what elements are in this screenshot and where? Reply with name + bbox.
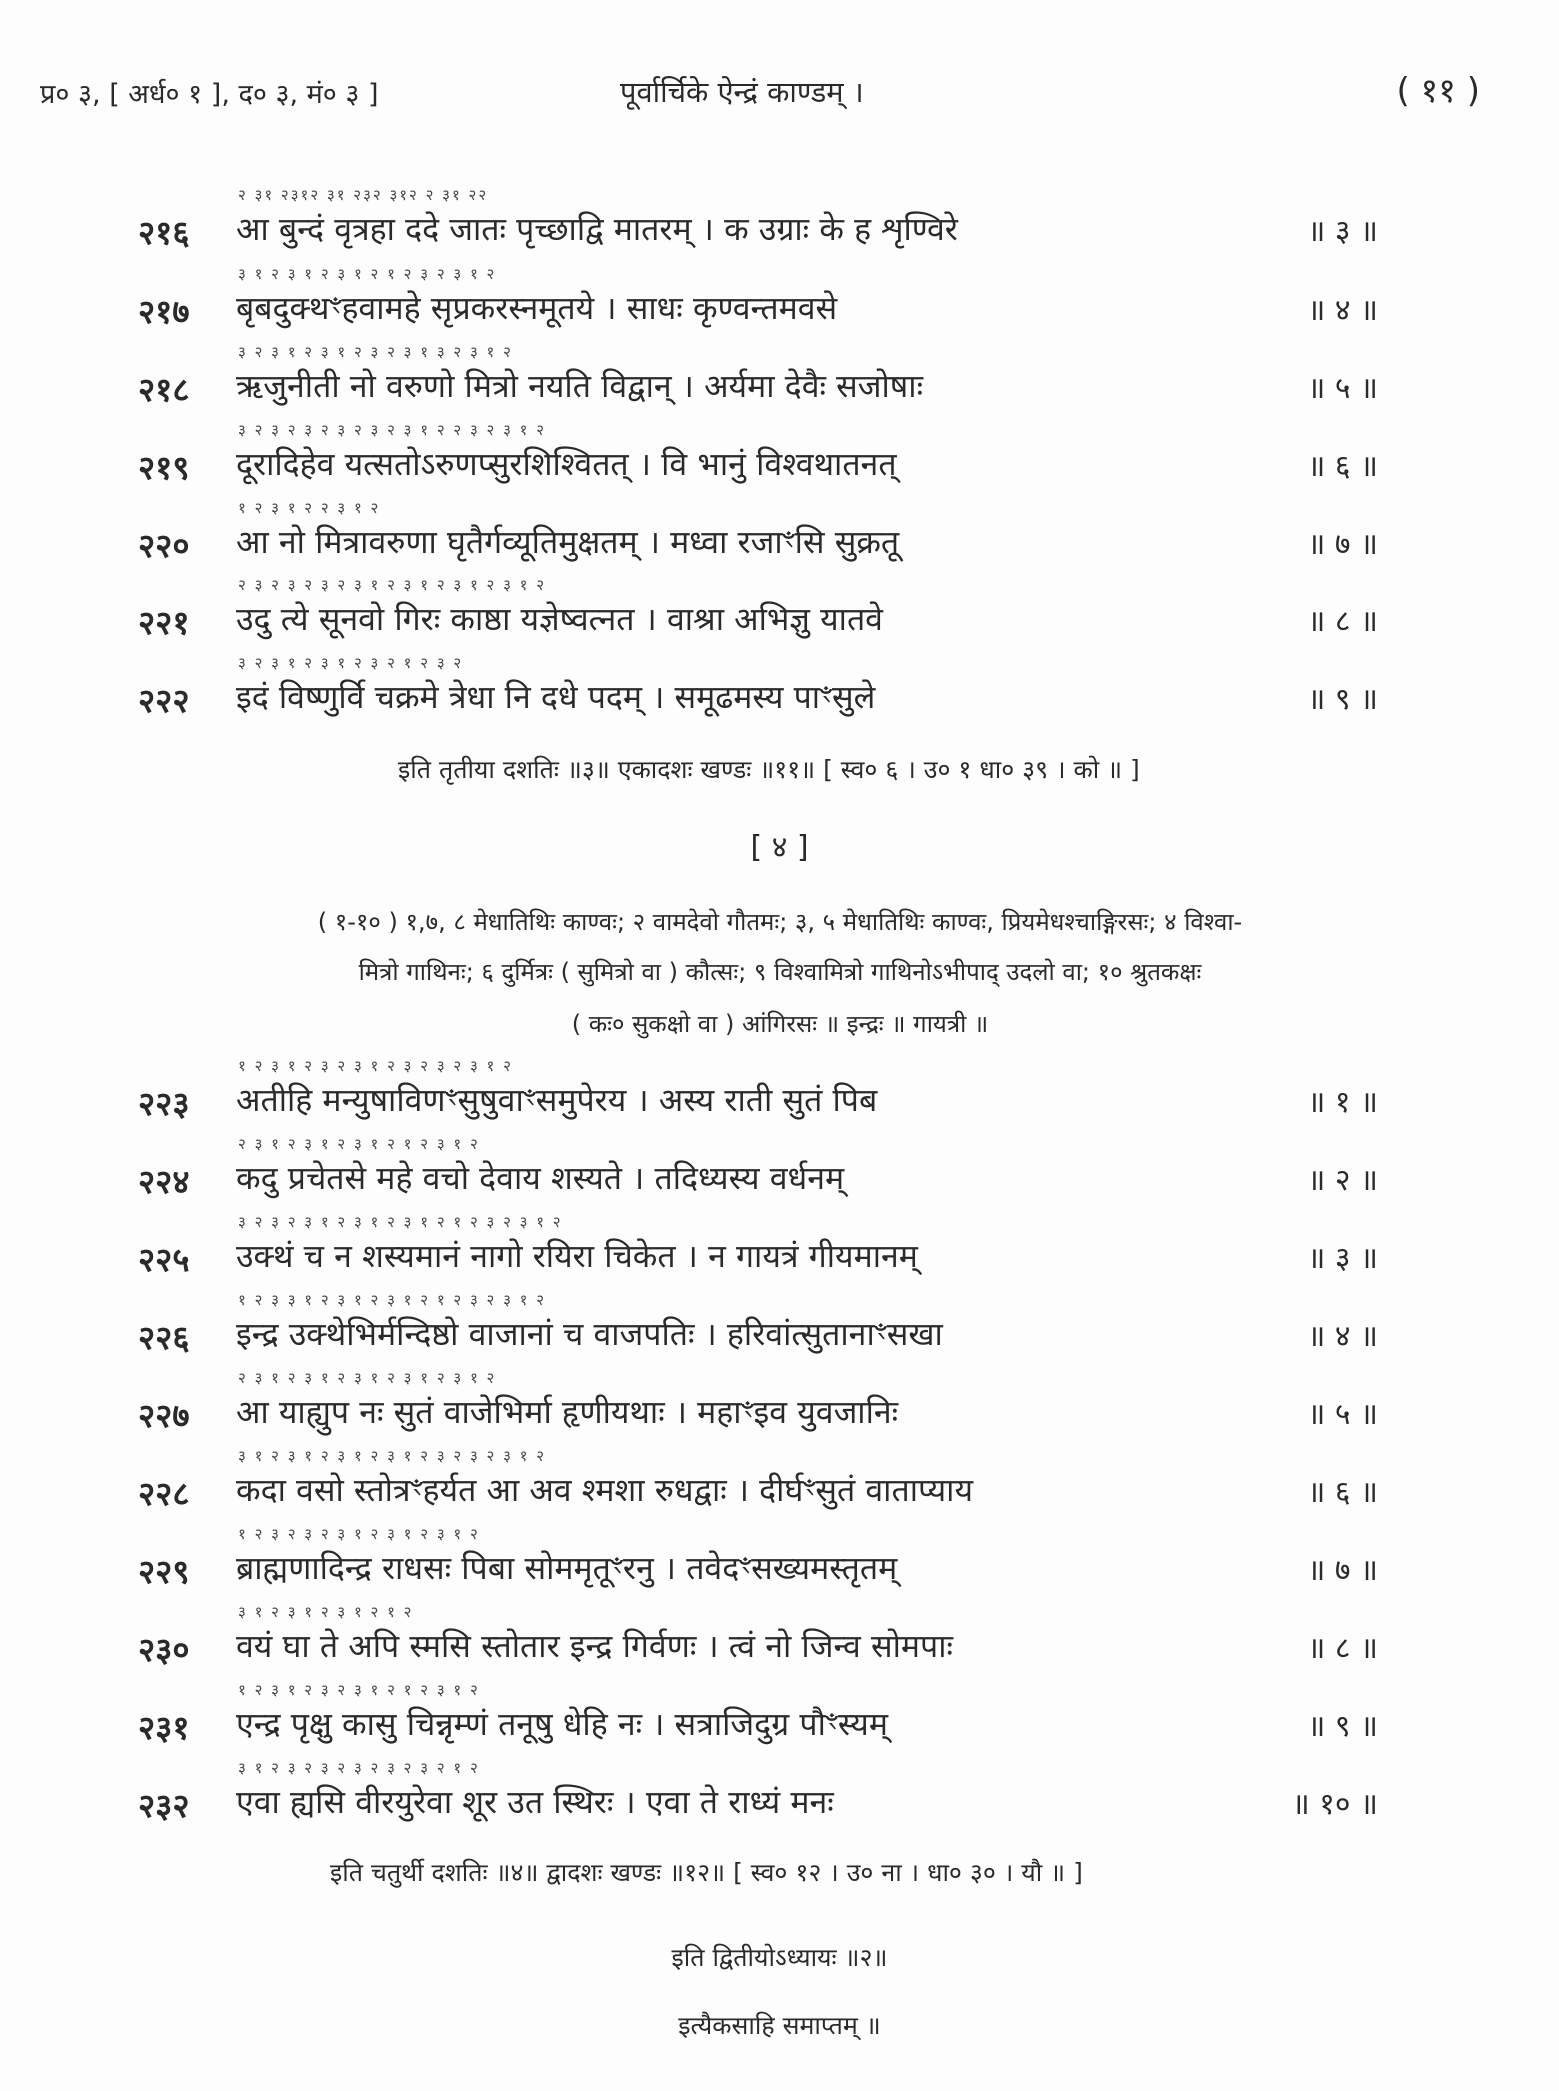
accent-marks: १ २ ३ १ २ ३ २ ३ १ २ ३ २ ३ २ ३ १ २ xyxy=(238,1057,513,1075)
page-number: ( ११ ) xyxy=(1396,71,1480,111)
verse-end-marker: ॥ ५ ॥ xyxy=(1307,1397,1378,1432)
ekasahi-end: इत्यैकसाहि समाप्तम् ॥ xyxy=(678,2011,881,2040)
verse-text: आ बुन्दं वृत्रहा ददे जातः पृच्छाद्वि मातरम् । क उग्राः के ह शृण्विरे xyxy=(236,210,958,248)
verse-number: २२० xyxy=(138,526,190,565)
verse-end-marker: ॥ १० ॥ xyxy=(1291,1787,1378,1822)
verse-end-marker: ॥ ९ ॥ xyxy=(1307,1709,1378,1744)
verse-text: ब्राह्मणादिन्द्र राधसः पिबा सोममृतूꣳरनु । तवेदꣳसख्यमस्तृतम् xyxy=(236,1549,898,1587)
verse-224 xyxy=(138,1134,1378,1208)
verse-end-marker: ॥ ५ ॥ xyxy=(1307,371,1378,406)
accent-marks: १ २ ३ ३ १ २ ३ १ २ ३ १ २ १ २ ३ २ ३ १ २ xyxy=(238,1291,547,1309)
section-marker: [ ४ ] xyxy=(750,830,809,865)
verse-text: अतीहि मन्युषाविणꣳसुषुवाꣳसमुपेरय । अस्य राती सुतं पिब xyxy=(236,1081,878,1119)
verse-225 xyxy=(138,1212,1378,1286)
verse-220 xyxy=(138,498,1378,572)
verse-number: २२५ xyxy=(138,1240,190,1279)
verse-end-marker: ॥ ६ ॥ xyxy=(1307,1475,1378,1510)
verse-number: २२८ xyxy=(138,1474,190,1513)
accent-marks: २ ३ १ २ ३ १ २ ३ १ २ १ २ ३ १ २ xyxy=(238,1135,480,1153)
verse-231 xyxy=(138,1680,1378,1754)
verse-text: दूरादिहेव यत्सतोऽरुणप्सुरशिश्वितत् । वि भानुं विश्वथातनत् xyxy=(236,445,897,483)
page-header xyxy=(40,66,1480,116)
verse-number: २२२ xyxy=(138,681,190,720)
accent-marks: ३ २ ३ १ २ ३ १ २ ३ २ ३ १ ३ २ ३ १ २ xyxy=(238,343,513,361)
verse-number: २२३ xyxy=(138,1084,190,1123)
verse-216 xyxy=(138,185,1378,259)
verse-end-marker: ॥ ९ ॥ xyxy=(1307,682,1378,717)
verse-number: २१६ xyxy=(138,213,190,252)
verse-230 xyxy=(138,1602,1378,1676)
verse-text: आ याह्युप नः सुतं वाजेभिर्मा हृणीयथाः । महाꣳइव युवजानिः xyxy=(236,1393,899,1431)
accent-marks: १ २ ३ १ २ ३ २ ३ १ २ १ २ ३ १ २ xyxy=(238,1681,480,1699)
verse-text: एवा ह्यसि वीरयुरेवा शूर उत स्थिरः । एवा ते राध्यं मनः xyxy=(236,1783,834,1821)
accent-marks: १ २ ३ २ ३ २ ३ १ २ ३ १ २ ३ १ २ xyxy=(238,1525,480,1543)
verse-number: २२१ xyxy=(138,603,190,642)
verse-end-marker: ॥ ३ ॥ xyxy=(1307,1241,1378,1276)
verse-end-marker: ॥ १ ॥ xyxy=(1307,1085,1378,1120)
verse-end-marker: ॥ ७ ॥ xyxy=(1307,527,1378,562)
verse-226 xyxy=(138,1290,1378,1364)
verse-227 xyxy=(138,1368,1378,1442)
accent-marks: २ ३१ २३१२ ३१ २३२ ३१२ २ ३१ २२ xyxy=(238,186,489,204)
verse-228 xyxy=(138,1446,1378,1520)
verse-end-marker: ॥ ४ ॥ xyxy=(1307,293,1378,328)
verse-end-marker: ॥ २ ॥ xyxy=(1307,1163,1378,1198)
verse-number: २१८ xyxy=(138,370,190,409)
verse-222 xyxy=(138,653,1378,727)
verse-219 xyxy=(138,420,1378,494)
verse-end-marker: ॥ ७ ॥ xyxy=(1307,1553,1378,1588)
verse-end-marker: ॥ ६ ॥ xyxy=(1307,449,1378,484)
verse-number: २२४ xyxy=(138,1162,190,1201)
verse-text: उदु त्ये सूनवो गिरः काष्ठा यज्ञेष्वत्नत । वाश्रा अभिज्ञु यातवे xyxy=(236,600,883,638)
verse-text: इन्द्र उक्थेभिर्मन्दिष्ठो वाजानां च वाजपतिः । हरिवांत्सुतानाꣳसखा xyxy=(236,1315,943,1353)
verse-text: इदं विष्णुर्वि चक्रमे त्रेधा नि दधे पदम् । समूढमस्य पाꣳसुले xyxy=(236,678,876,716)
verse-end-marker: ॥ ८ ॥ xyxy=(1307,604,1378,639)
verse-end-marker: ॥ ८ ॥ xyxy=(1307,1631,1378,1666)
rishi-list-line-1: ( १-१० ) १,७, ८ मेधातिथिः काण्वः; २ वामदेवो गौतमः; ३, ५ मेधातिथिः काण्वः, प्रियमेधश्चाङ्गिरसः; ४ विश्वा- xyxy=(317,908,1243,936)
verse-text: एन्द्र पृक्षु कासु चिन्नृम्णं तनूषु धेहि नः । सत्राजिदुग्र पौꣳस्यम् xyxy=(236,1705,888,1743)
accent-marks: ३ १ २ ३ १ २ ३ १ २ ३ १ २ ३ २ ३ २ ३ १ २ xyxy=(238,1447,547,1465)
verse-text: आ नो मित्रावरुणा घृतैर्गव्यूतिमुक्षतम् । मध्वा रजाꣳसि सुक्रतू xyxy=(236,523,900,561)
verse-218 xyxy=(138,342,1378,416)
accent-marks: ३ १ २ ३ १ २ ३ १ २ १ २ xyxy=(238,1603,414,1621)
rishi-list-line-3: ( कः० सुकक्षो वा ) आंगिरसः ॥ इन्द्रः ॥ गायत्री ॥ xyxy=(571,1010,989,1038)
accent-marks: ३ २ ३ २ ३ १ २ ३ १ २ ३ १ २ १ २ ३ २ ३ १ २ xyxy=(238,1213,563,1231)
verse-number: २१७ xyxy=(138,292,190,331)
verse-232 xyxy=(138,1758,1378,1832)
verse-number: २२७ xyxy=(138,1396,190,1435)
verse-text: कदु प्रचेतसे महे वचो देवाय शस्यते । तदिध्यस्य वर्धनम् xyxy=(236,1159,845,1197)
verse-229 xyxy=(138,1524,1378,1598)
verse-end-marker: ॥ ३ ॥ xyxy=(1307,214,1378,249)
verse-223 xyxy=(138,1056,1378,1130)
verse-number: २३० xyxy=(138,1630,190,1669)
verse-number: २२६ xyxy=(138,1318,190,1357)
verse-end-marker: ॥ ४ ॥ xyxy=(1307,1319,1378,1354)
verse-number: २३१ xyxy=(138,1708,190,1747)
section-reference: प्र० ३, [ अर्ध० १ ], द० ३, मं० ३ ] xyxy=(40,79,379,110)
accent-marks: ३ १ २ ३ १ २ ३ १ २ १ २ ३ २ ३ १ २ xyxy=(238,265,497,283)
verse-text: बृबदुक्थꣳहवामहे सृप्रकरस्नमूतये । साधः कृण्वन्तमवसे xyxy=(236,289,838,327)
colophon-section-3: इति तृतीया दशतिः ॥३॥ एकादशः खण्डः ॥११॥ [ स्व० ६ । उ० १ धा० ३९ । को ॥ ] xyxy=(398,755,1140,784)
adhyaya-end: इति द्वितीयोऽध्यायः ॥२॥ xyxy=(671,1943,888,1972)
verse-number: २३२ xyxy=(138,1786,190,1825)
colophon-section-4: इति चतुर्थी दशतिः ॥४॥ द्वादशः खण्डः ॥१२॥ [ स्व० १२ । उ० ना । धा० ३० । यौ ॥ ] xyxy=(330,1858,1083,1887)
verse-221 xyxy=(138,575,1378,649)
accent-marks: २ ३ २ ३ २ ३ २ ३ १ २ ३ १ २ ३ १ २ ३ १ २ xyxy=(238,576,547,594)
accent-marks: १ २ ३ १ २ २ ३ १ २ xyxy=(238,499,381,517)
verse-text: कदा वसो स्तोत्रꣳहर्यत आ अव श्मशा रुधद्वाः । दीर्घꣳसुतं वाताप्याय xyxy=(236,1471,974,1509)
verse-number: २१९ xyxy=(138,448,190,487)
page-title: पूर्वार्चिके ऐन्द्रं काण्डम् । xyxy=(620,75,864,109)
accent-marks: ३ २ ३ १ २ ३ १ २ ३ २ १ २ ३ २ xyxy=(238,654,464,672)
accent-marks: ३ १ २ ३ २ ३ २ ३ २ ३ २ ३ २ १ २ xyxy=(238,1759,480,1777)
verse-text: उक्थं च न शस्यमानं नागो रयिरा चिकेत । न गायत्रं गीयमानम् xyxy=(236,1237,918,1275)
verse-text: वयं घा ते अपि स्मसि स्तोतार इन्द्र गिर्वणः । त्वं नो जिन्व सोमपाः xyxy=(236,1627,953,1665)
verse-217 xyxy=(138,264,1378,338)
verse-text: ऋजुनीती नो वरुणो मित्रो नयति विद्वान् । अर्यमा देवैः सजोषाः xyxy=(236,367,924,405)
verse-number: २२९ xyxy=(138,1552,190,1591)
rishi-list-line-2: मित्रो गाथिनः; ६ दुर्मित्रः ( सुमित्रो वा ) कौत्सः; ९ विश्वामित्रो गाथिनोऽभीपाद् उदलो वा; १० श्रुतकक्षः xyxy=(358,958,1202,986)
accent-marks: २ ३ १ २ ३ १ २ ३ १ २ ३ १ २ ३ १ २ xyxy=(238,1369,497,1387)
accent-marks: ३ २ ३ २ ३ २ ३ २ ३ २ ३ १ २ २ ३ २ ३ १ २ xyxy=(238,421,547,439)
